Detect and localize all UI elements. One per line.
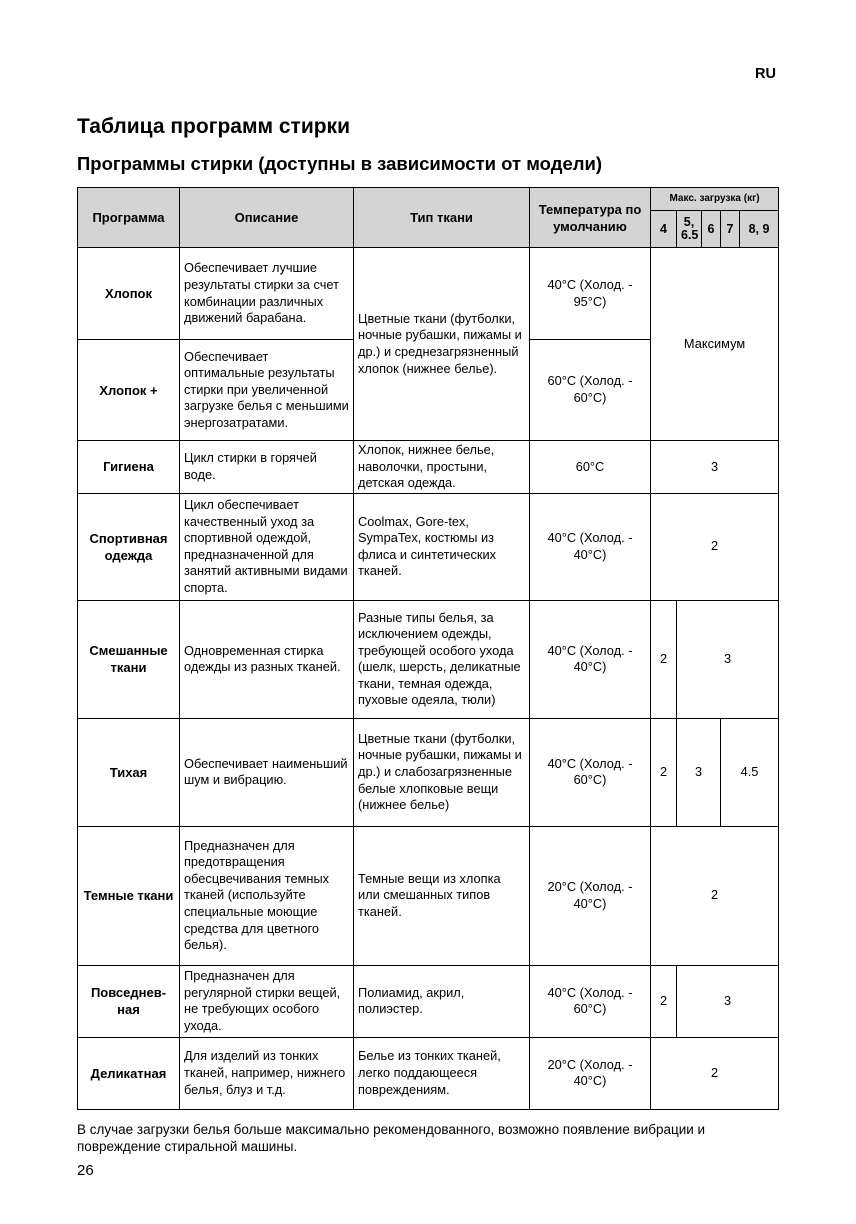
- header-capacity: 7: [721, 211, 740, 248]
- program-load: 2: [651, 493, 779, 600]
- header-capacity: 5, 6.5: [677, 211, 702, 248]
- program-fabric: Цветные ткани (футболки, ночные рубашки, пижамы и др.) и слабозагрязненные белые хлопковые вещи (нижнее белье): [354, 718, 530, 826]
- header-description: Описание: [180, 188, 354, 248]
- program-name: Хлопок +: [78, 340, 180, 441]
- program-fabric: Хлопок, нижнее белье, наволочки, простыни, детская одежда.: [354, 441, 530, 494]
- program-load: 2: [651, 965, 677, 1037]
- program-load: 2: [651, 1037, 779, 1109]
- page-subtitle: Программы стирки (доступны в зависимости от модели): [77, 153, 603, 174]
- program-load: 3: [677, 600, 779, 718]
- program-description: Обеспечивает лучшие результаты стирки за счет комбинации различных движений барабана.: [180, 248, 354, 340]
- table-row: [78, 965, 779, 1037]
- program-fabric: Цветные ткани (футболки, ночные рубашки, пижамы и др.) и среднезагрязненный хлопок (нижнее белье).: [354, 248, 530, 441]
- program-fabric: Полиамид, акрил, полиэстер.: [354, 965, 530, 1037]
- program-load: 3: [651, 441, 779, 494]
- program-fabric: Разные типы белья, за исключением одежды, требующей особого ухода (шелк, шерсть, деликатные ткани, темная одежда, пуховые одеяла, тюли): [354, 600, 530, 718]
- program-temperature: 60°C (Холод. - 60°C): [530, 340, 651, 441]
- program-name: Гигиена: [78, 441, 180, 494]
- program-description: Обеспечивает наименьший шум и вибрацию.: [180, 718, 354, 826]
- header-capacity: 6: [702, 211, 721, 248]
- table-row: [78, 493, 779, 600]
- program-load: 3: [677, 965, 779, 1037]
- program-load: Максимум: [651, 248, 779, 441]
- program-description: Обеспечивает оптимальные результаты стирки при увеличенной загрузке белья с меньшими энергозатратами.: [180, 340, 354, 441]
- program-name: Тихая: [78, 718, 180, 826]
- program-fabric: Белье из тонких тканей, легко поддающееся повреждениям.: [354, 1037, 530, 1109]
- wash-programs-table: [77, 187, 779, 1110]
- table-row: [78, 1037, 779, 1109]
- program-load: 3: [677, 718, 721, 826]
- header-capacity: 4: [651, 211, 677, 248]
- program-description: Одновременная стирка одежды из разных тканей.: [180, 600, 354, 718]
- table-row: [78, 826, 779, 965]
- program-name: Смешанные ткани: [78, 600, 180, 718]
- program-temperature: 20°C (Холод. - 40°C): [530, 826, 651, 965]
- table-row: [78, 248, 779, 340]
- program-description: Цикл обеспечивает качественный уход за спортивной одеждой, предназначенной для занятий активными видами спорта.: [180, 493, 354, 600]
- program-fabric: Темные вещи из хлопка или смешанных типов тканей.: [354, 826, 530, 965]
- program-description: Предназначен для предотвращения обесцвечивания темных тканей (используйте специальные моющие средства для цветного белья).: [180, 826, 354, 965]
- page-number: 26: [77, 1162, 94, 1179]
- program-temperature: 40°C (Холод. - 40°C): [530, 493, 651, 600]
- program-load: 2: [651, 718, 677, 826]
- program-temperature: 40°C (Холод. - 95°C): [530, 248, 651, 340]
- program-load: 2: [651, 826, 779, 965]
- program-temperature: 40°C (Холод. - 40°C): [530, 600, 651, 718]
- language-code: RU: [755, 66, 776, 82]
- program-load: 4.5: [721, 718, 779, 826]
- program-name: Повседнев-ная: [78, 965, 180, 1037]
- program-fabric: Coolmax, Gore-tex, SympaTex, костюмы из флиса и синтетических тканей.: [354, 493, 530, 600]
- program-description: Цикл стирки в горячей воде.: [180, 441, 354, 494]
- header-max-load: Макс. загрузка (кг): [651, 188, 779, 211]
- program-name: Хлопок: [78, 248, 180, 340]
- program-temperature: 20°C (Холод. - 40°C): [530, 1037, 651, 1109]
- program-description: Предназначен для регулярной стирки вещей, не требующих особого ухода.: [180, 965, 354, 1037]
- header-temperature: Температура по умолчанию: [530, 188, 651, 248]
- program-load: 2: [651, 600, 677, 718]
- program-name: Деликатная: [78, 1037, 180, 1109]
- page-title: Таблица программ стирки: [77, 115, 350, 138]
- header-capacity: 8, 9: [740, 211, 779, 248]
- header-fabric: Тип ткани: [354, 188, 530, 248]
- program-temperature: 60°C: [530, 441, 651, 494]
- header-program: Программа: [78, 188, 180, 248]
- table-row: [78, 600, 779, 718]
- program-description: Для изделий из тонких тканей, например, нижнего белья, блуз и т.д.: [180, 1037, 354, 1109]
- table-row: [78, 441, 779, 494]
- table-row: [78, 718, 779, 826]
- footnote: В случае загрузки белья больше максимально рекомендованного, возможно появление вибрации и повреждение стиральной машины.: [77, 1122, 706, 1154]
- program-temperature: 40°C (Холод. - 60°C): [530, 965, 651, 1037]
- program-name: Темные ткани: [78, 826, 180, 965]
- program-temperature: 40°C (Холод. - 60°C): [530, 718, 651, 826]
- program-name: Спортивная одежда: [78, 493, 180, 600]
